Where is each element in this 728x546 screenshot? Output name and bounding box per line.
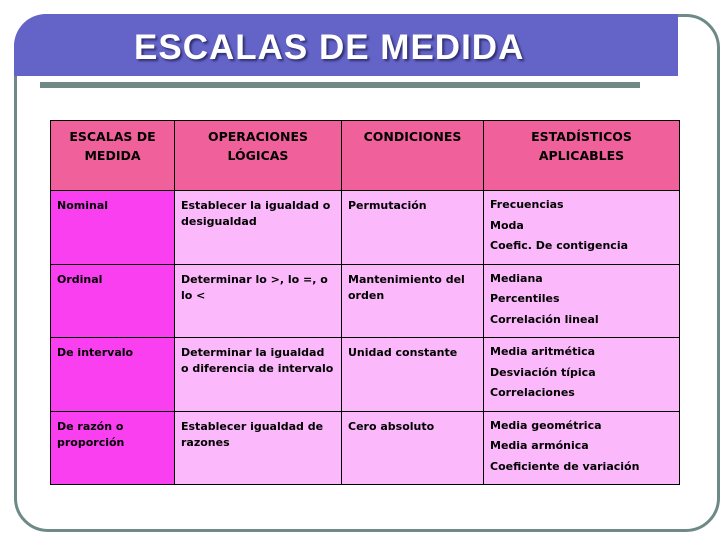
statistics-cell bbox=[484, 411, 680, 485]
statistic-item: Media geométrica bbox=[490, 418, 602, 432]
statistic-item: Frecuencias bbox=[490, 198, 564, 211]
scale-cell: De intervalo bbox=[51, 338, 175, 412]
statistic-item: Coefic. De contigencia bbox=[490, 239, 629, 252]
slide-title: ESCALAS DE MEDIDA bbox=[134, 28, 525, 67]
statistics-cell bbox=[484, 264, 680, 338]
statistics-cell bbox=[484, 191, 680, 265]
condition-cell: Permutación bbox=[342, 191, 484, 265]
condition-cell: Unidad constante bbox=[342, 338, 484, 412]
title-underline bbox=[40, 82, 640, 88]
table-row bbox=[51, 191, 680, 265]
statistics-cell bbox=[484, 338, 680, 412]
table-row bbox=[51, 338, 680, 412]
operation-cell: Determinar la igualdad o diferencia de intervalo bbox=[175, 338, 342, 412]
condition-cell: Mantenimiento del orden bbox=[342, 264, 484, 338]
table-row bbox=[51, 411, 680, 485]
header-operaciones: OPERACIONES LÓGICAS bbox=[175, 121, 342, 191]
operation-cell: Establecer la igualdad o desigualdad bbox=[175, 191, 342, 265]
statistic-item: Media aritmética bbox=[490, 345, 596, 358]
header-condiciones: CONDICIONES bbox=[342, 121, 484, 191]
table-header-row bbox=[51, 121, 680, 191]
table-row bbox=[51, 264, 680, 338]
statistic-item: Correlaciones bbox=[490, 386, 575, 399]
scale-cell: De razón o proporción bbox=[51, 411, 175, 485]
scale-cell: Ordinal bbox=[51, 264, 175, 338]
scale-cell: Nominal bbox=[51, 191, 175, 265]
operation-cell: Determinar lo >, lo =, o lo < bbox=[175, 264, 342, 338]
header-estadisticos: ESTADÍSTICOS APLICABLES bbox=[484, 121, 680, 191]
statistic-item: Moda bbox=[490, 218, 524, 232]
scales-table bbox=[50, 120, 680, 485]
statistic-item: Media armónica bbox=[490, 439, 589, 452]
statistic-item: Correlación lineal bbox=[490, 312, 599, 326]
condition-cell: Cero absoluto bbox=[342, 411, 484, 485]
statistic-item: Coeficiente de variación bbox=[490, 459, 640, 473]
header-escalas: ESCALAS DE MEDIDA bbox=[51, 121, 175, 191]
statistic-item: Percentiles bbox=[490, 292, 560, 305]
statistic-item: Desviación típica bbox=[490, 365, 596, 379]
statistic-item: Mediana bbox=[490, 271, 543, 285]
operation-cell: Establecer igualdad de razones bbox=[175, 411, 342, 485]
